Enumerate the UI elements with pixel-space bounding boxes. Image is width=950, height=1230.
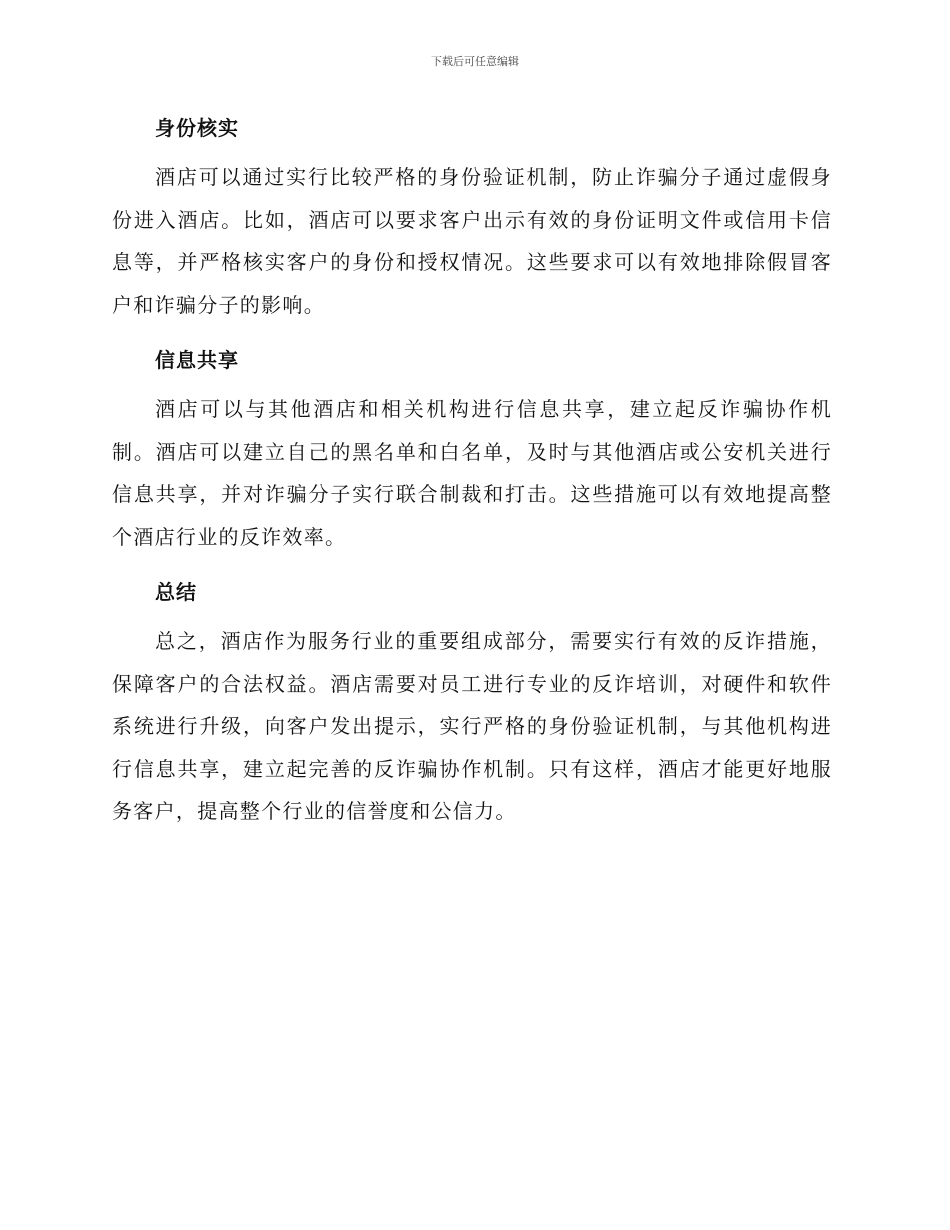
section-identity-verification <box>112 106 832 326</box>
document-body <box>112 106 832 845</box>
section-information-sharing <box>112 338 832 558</box>
section-paragraph: 总之，酒店作为服务行业的重要组成部分，需要实行有效的反诈措施，保障客户的合法权益。酒店需要对员工进行专业的反诈培训，对硬件和软件系统进行升级，向客户发出提示，实行严格的身份验证机制，与其他机构进行信息共享，建立起完善的反诈骗协作机制。只有这样，酒店才能更好地服务客户，提高整个行业的信誉度和公信力。 <box>112 629 832 823</box>
section-heading: 总结 <box>155 580 197 604</box>
section-paragraph: 酒店可以与其他酒店和相关机构进行信息共享，建立起反诈骗协作机制。酒店可以建立自己的黑名单和白名单，及时与其他酒店或公安机关进行信息共享，并对诈骗分子实行联合制裁和打击。这些措施可以有效地提高整个酒店行业的反诈效率。 <box>112 397 832 549</box>
page-header: 下载后可任意编辑 <box>431 55 519 68</box>
section-summary <box>112 570 832 833</box>
section-heading: 信息共享 <box>155 348 239 372</box>
section-paragraph: 酒店可以通过实行比较严格的身份验证机制，防止诈骗分子通过虚假身份进入酒店。比如，酒店可以要求客户出示有效的身份证明文件或信用卡信息等，并严格核实客户的身份和授权情况。这些要求可以有效地排除假冒客户和诈骗分子的影响。 <box>112 165 832 317</box>
section-heading: 身份核实 <box>155 116 239 140</box>
